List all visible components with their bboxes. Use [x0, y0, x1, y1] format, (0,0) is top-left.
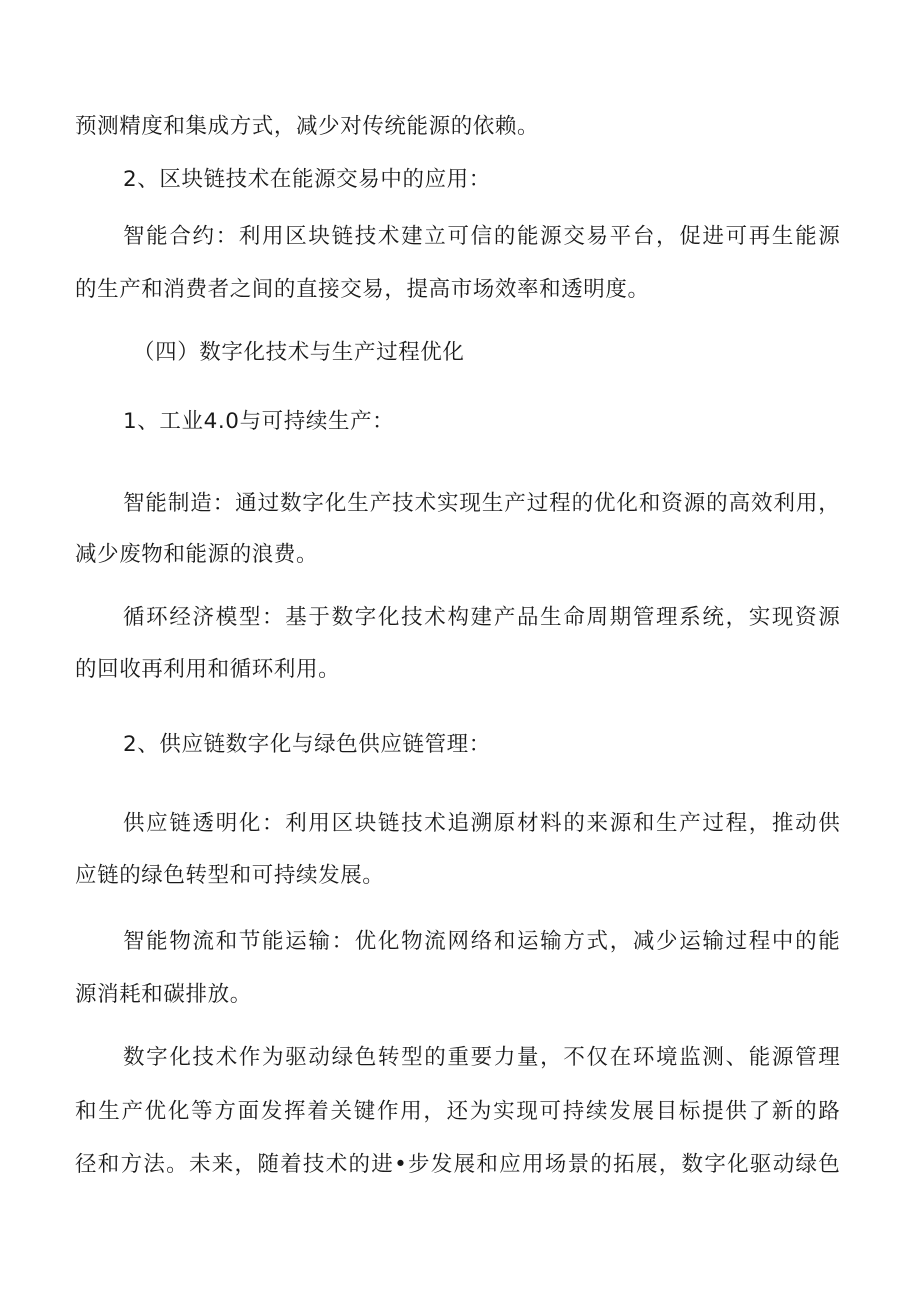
subsection-heading-2: 2、供应链数字化与绿色供应链管理：	[123, 732, 491, 757]
paragraph-line: 循环经济模型：基于数字化技术构建产品生命周期管理系统，实现资源	[123, 605, 840, 630]
paragraph-line: 应链的绿色转型和可持续发展。	[75, 863, 385, 888]
paragraph-line: 减少废物和能源的浪费。	[75, 542, 319, 567]
paragraph-line: 智能物流和节能运输：优化物流网络和运输方式，减少运输过程中的能	[123, 929, 840, 954]
paragraph-line: 供应链透明化：利用区块链技术追溯原材料的来源和生产过程，推动供	[123, 811, 840, 836]
paragraph-line: 和生产优化等方面发挥着关键作用，还为实现可持续发展目标提供了新的路	[75, 1099, 840, 1124]
section-heading-2: 2、区块链技术在能源交易中的应用：	[123, 167, 491, 192]
paragraph-line: 智能合约：利用区块链技术建立可信的能源交易平台，促进可再生能源	[123, 224, 840, 249]
subsection-heading-1: 1、工业4.0与可持续生产：	[123, 409, 395, 434]
paragraph-line: 的生产和消费者之间的直接交易，提高市场效率和透明度。	[75, 277, 650, 302]
paragraph-line: 数字化技术作为驱动绿色转型的重要力量，不仅在环境监测、能源管理	[123, 1045, 840, 1070]
section-heading-4: （四）数字化技术与生产过程优化	[133, 340, 465, 365]
paragraph-line: 源消耗和碳排放。	[75, 982, 252, 1007]
paragraph-line: 径和方法。未来，随着技术的进•步发展和应用场景的拓展，数字化驱动绿色	[75, 1152, 840, 1177]
paragraph-line: 的回收再利用和循环利用。	[75, 657, 341, 682]
paragraph-line: 智能制造：通过数字化生产技术实现生产过程的优化和资源的高效利用，	[123, 491, 840, 516]
paragraph-line: 预测精度和集成方式，减少对传统能源的依赖。	[75, 114, 540, 139]
